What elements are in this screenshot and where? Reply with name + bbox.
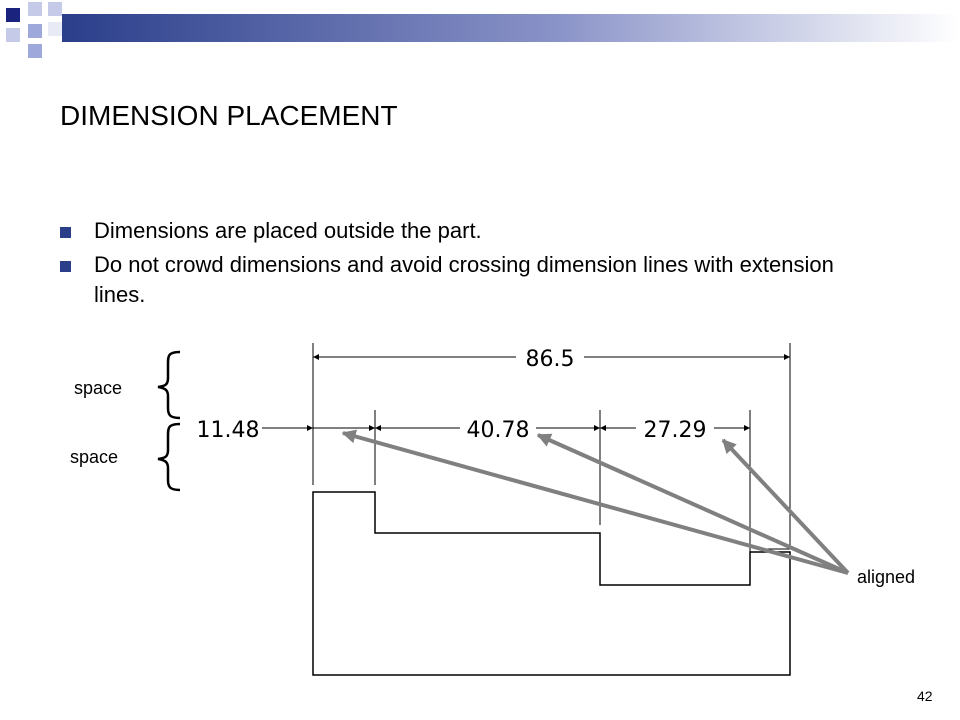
page-number: 42 <box>917 688 933 704</box>
aligned-arrow <box>538 435 848 573</box>
slide-title: DIMENSION PLACEMENT <box>60 100 398 131</box>
dimension-second-text: 40.78 <box>466 418 530 443</box>
bullet-text: Do not crowd dimensions and avoid crossing dimension lines with extension lines. <box>94 252 834 307</box>
dimension-third-text: 27.29 <box>643 418 707 443</box>
bullet-text: Dimensions are placed outside the part. <box>94 218 482 243</box>
space-label-top: space <box>74 378 123 398</box>
brace-bottom-icon <box>158 424 180 490</box>
part-outline <box>313 492 790 675</box>
aligned-arrow <box>343 433 848 573</box>
dimension-overall-text: 86.5 <box>525 347 575 372</box>
space-label-bottom: space <box>70 447 119 467</box>
brace-top-icon <box>158 352 180 418</box>
aligned-arrow <box>723 440 848 573</box>
aligned-label: aligned <box>857 567 916 587</box>
dimension-first-text: 11.48 <box>196 418 260 443</box>
